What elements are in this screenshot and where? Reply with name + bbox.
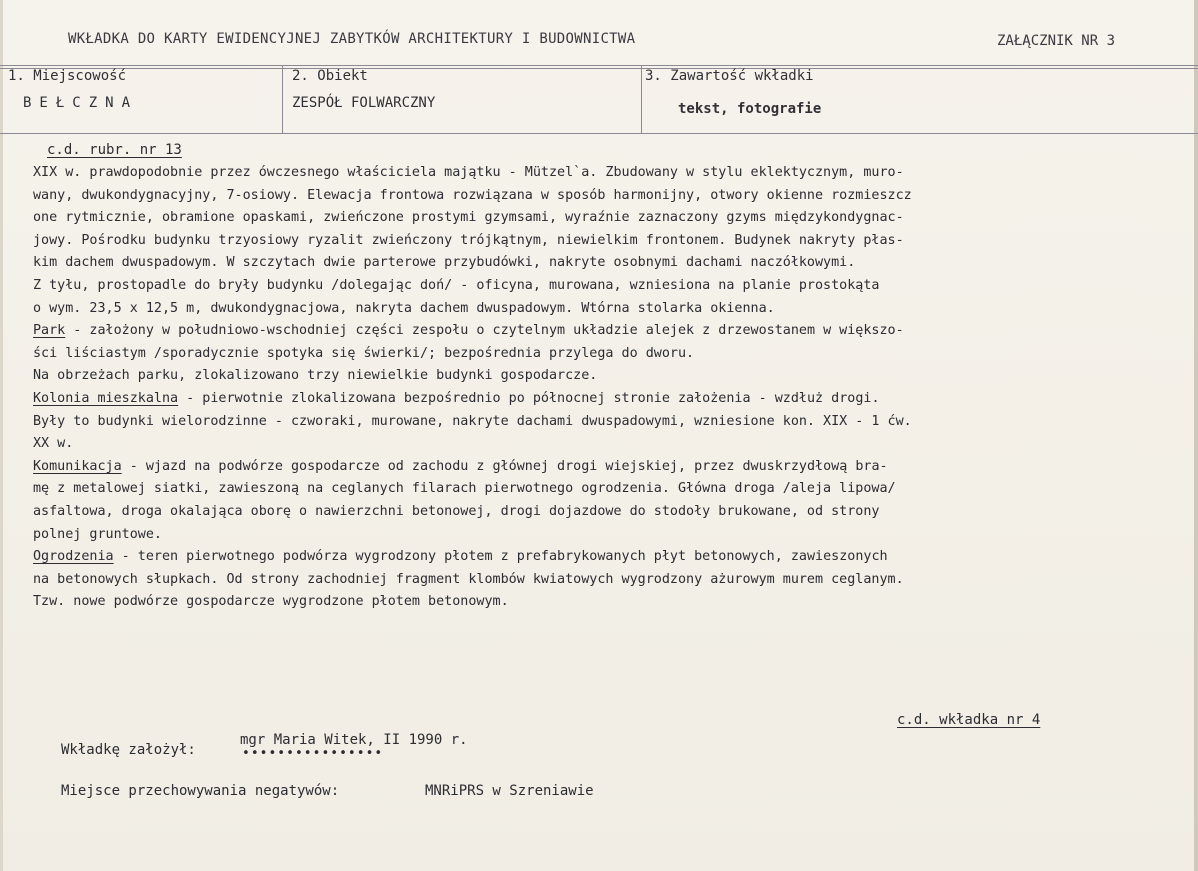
text-line: one rytmicznie, obramione opaskami, zwieńczone prostymi gzymsami, wyraźnie zaznaczony gzyms międzykondygnac- bbox=[33, 210, 904, 226]
document-title: WKŁADKA DO KARTY EWIDENCYJNEJ ZABYTKÓW ARCHITEKTURY I BUDOWNICTWA bbox=[68, 31, 636, 47]
author-dotted-line: •••••••••••••••• bbox=[242, 746, 384, 761]
body-text bbox=[33, 162, 1193, 614]
text-line bbox=[33, 320, 1193, 343]
author-label: Wkładkę założył: bbox=[61, 742, 196, 758]
card-right-edge bbox=[1194, 0, 1198, 871]
park-heading: Park bbox=[33, 323, 66, 339]
section-heading: c.d. rubr. nr 13 bbox=[47, 142, 182, 158]
header-rule-top-inner bbox=[0, 68, 1198, 69]
storage-value: MNRiPRS w Szreniawie bbox=[425, 783, 594, 799]
storage-label: Miejsce przechowywania negatywów: bbox=[61, 783, 340, 799]
column-divider-2 bbox=[641, 66, 642, 134]
locality-value: BEŁCZNA bbox=[23, 95, 139, 111]
continuation-reference: c.d. wkładka nr 4 bbox=[897, 712, 1041, 728]
text-line: jowy. Pośrodku budynku trzyosiowy ryzalit zwieńczony trójkątnym, niewielkim frontonem. Budynek nakryty płas- bbox=[33, 232, 904, 248]
text-line: Były to budynki wielorodzinne - czworaki, murowane, nakryte dachami dwuspadowymi, wzniesione kon. XIX - 1 ćw. bbox=[33, 413, 912, 429]
text-line bbox=[33, 388, 1193, 411]
text-line: asfaltowa, droga okalająca oborę o nawierzchni betonowej, drogi dojazdowe do stodoły brukowane, od strony bbox=[33, 503, 880, 519]
author-value: mgr Maria Witek, II 1990 r. bbox=[240, 732, 468, 748]
header-rule-bottom bbox=[0, 133, 1198, 134]
text-line: na betonowych słupkach. Od strony zachodniej fragment klombów kwiatowych wygrodzony ażurowym murem ceglanym. bbox=[33, 571, 904, 587]
text-line bbox=[33, 456, 1193, 479]
text-line: wany, dwukondygnacyjny, 7-osiowy. Elewacja frontowa rozwiązana w sposób harmonijny, otwory okienne rozmieszcz bbox=[33, 187, 912, 203]
park-text: - założony w południowo-wschodniej części zespołu o czytelnym układzie alejek z drzewostanem w większo- bbox=[65, 323, 904, 339]
text-line: Tzw. nowe podwórze gospodarcze wygrodzone płotem betonowym. bbox=[33, 594, 509, 610]
header-rule-top bbox=[0, 65, 1198, 66]
content-value: tekst, fotografie bbox=[678, 101, 822, 117]
text-line: kim dachem dwuspadowym. W szczytach dwie parterowe przybudówki, nakryte osobnymi dachami naczółkowymi. bbox=[33, 255, 856, 271]
text-line: polnej gruntowe. bbox=[33, 526, 162, 542]
text-line bbox=[33, 546, 1193, 569]
attachment-number: ZAŁĄCZNIK NR 3 bbox=[997, 33, 1116, 49]
fencing-heading: Ogrodzenia bbox=[33, 549, 114, 565]
column-divider-1 bbox=[282, 66, 283, 134]
object-value: ZESPÓŁ FOLWARCZNY bbox=[292, 95, 436, 111]
communication-text: - wjazd na podwórze gospodarcze od zachodu z głównej drogi wiejskiej, przez dwuskrzydłową bra- bbox=[121, 458, 888, 474]
text-line: XX w. bbox=[33, 436, 74, 452]
text-line: mę z metalowej siatki, zawieszoną na ceglanych filarach pierwotnego ogrodzenia. Główna droga /aleja lipowa/ bbox=[33, 481, 896, 497]
text-line: o wym. 23,5 x 12,5 m, dwukondygnacjowa, nakryta dachem dwuspadowym. Wtórna stolarka okienna. bbox=[33, 300, 775, 316]
text-line: Na obrzeżach parku, zlokalizowano trzy niewielkie budynki gospodarcze. bbox=[33, 368, 598, 384]
communication-heading: Komunikacja bbox=[33, 458, 122, 474]
card-left-edge bbox=[0, 0, 3, 871]
content-label: 3. Zawartość wkładki bbox=[645, 68, 814, 84]
colony-text: - pierwotnie zlokalizowana bezpośrednio po północnej stronie założenia - wzdłuż drogi. bbox=[178, 390, 880, 406]
colony-heading: Kolonia mieszkalna bbox=[33, 390, 179, 406]
locality-label: 1. Miejscowość bbox=[8, 68, 127, 84]
text-line: Z tyłu, prostopadle do bryły budynku /dolegając doń/ - oficyna, murowana, wzniesiona na planie prostokąta bbox=[33, 277, 880, 293]
text-line: ści liściastym /sporadycznie spotyka się świerki/; bezpośrednia przylega do dworu. bbox=[33, 345, 695, 361]
text-line: XIX w. prawdopodobnie przez ówczesnego właściciela majątku - Mützel`a. Zbudowany w stylu eklektycznym, muro- bbox=[33, 165, 904, 180]
object-label: 2. Obiekt bbox=[292, 68, 368, 84]
fencing-text: - teren pierwotnego podwórza wygrodzony płotem z prefabrykowanych płyt betonowych, zawieszonych bbox=[113, 549, 888, 565]
